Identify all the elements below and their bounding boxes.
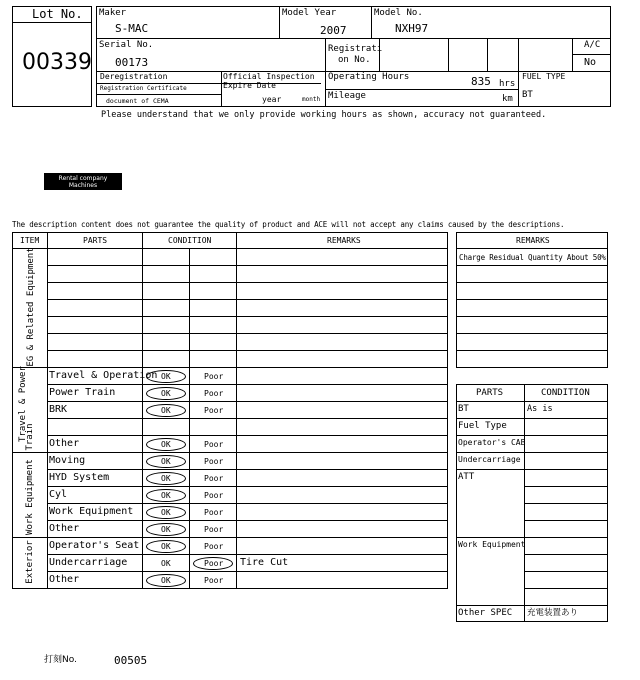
operating-hours-value: 835	[471, 75, 491, 88]
condition-poor: Poor	[204, 559, 224, 568]
parts-row-name: Operator's CAB	[458, 438, 526, 447]
section-eg: EG & Related Equipment	[26, 247, 36, 367]
maker-value: S-MAC	[115, 22, 149, 35]
parts-row-name: ATT	[458, 472, 475, 482]
fuel-type-value: BT	[522, 90, 533, 100]
condition-circle	[146, 540, 186, 553]
parts-header: PARTS	[476, 388, 504, 398]
maker-label: Maker	[99, 8, 127, 18]
condition-circle	[146, 438, 186, 451]
stamp-number: 00505	[114, 654, 148, 667]
condition-poor: Poor	[204, 508, 224, 517]
col-header-parts: PARTS	[83, 236, 108, 245]
col-header-item: ITEM	[20, 236, 40, 245]
serial-no-label: Serial No.	[99, 40, 154, 50]
parts-row-name: Work Equipment	[458, 540, 526, 549]
parts-row-name: Undercarriage	[458, 455, 521, 464]
condition-circle	[146, 404, 186, 417]
main-table	[12, 232, 448, 589]
model-no-value: NXH97	[395, 22, 429, 35]
condition-circle	[146, 472, 186, 485]
description-disclaimer: The description content does not guarantee the quality of product and ACE will not accept any claims caused by the descriptions.	[12, 220, 565, 229]
rental-badge-line-1: Rental company	[58, 175, 108, 182]
col-header-remarks: REMARKS	[327, 236, 361, 245]
condition-poor: Poor	[204, 457, 224, 466]
part-name: Other	[49, 523, 80, 534]
condition-ok: OK	[161, 576, 171, 585]
inspection-label-1: Official Inspection	[223, 72, 315, 81]
condition-ok: OK	[161, 542, 171, 551]
rental-company-badge	[44, 173, 122, 190]
registration-label-1: Registrati	[328, 44, 383, 54]
condition-ok: OK	[161, 440, 171, 449]
part-name: Travel & Operation	[49, 370, 158, 381]
parts-row-name: Fuel Type	[458, 421, 507, 431]
part-name: Moving	[49, 455, 86, 466]
parts-row-condition: As is	[527, 404, 553, 414]
deregistration-label: Deregistration	[100, 72, 168, 81]
condition-ok: OK	[161, 389, 171, 398]
condition-poor: Poor	[204, 491, 224, 500]
model-no-label: Model No.	[374, 8, 423, 18]
part-name: BRK	[49, 404, 68, 415]
condition-poor: Poor	[204, 542, 224, 551]
section-work: Work Equipment	[25, 459, 35, 535]
condition-poor: Poor	[204, 440, 224, 449]
part-name: Operator's Seat	[49, 540, 140, 551]
remarks-box-header: REMARKS	[516, 236, 550, 245]
km-unit: km	[502, 94, 513, 104]
parts-row-name: Other SPEC	[458, 608, 513, 618]
year-label: year	[262, 95, 282, 104]
section-travel-2: Train	[25, 423, 35, 451]
condition-poor: Poor	[204, 389, 224, 398]
condition-circle	[146, 370, 186, 383]
condition-poor: Poor	[204, 576, 224, 585]
serial-no-value: 00173	[115, 56, 149, 69]
remarks-box-line-1: Charge Residual Quantity About 50%	[459, 253, 606, 262]
condition-poor: Poor	[204, 372, 224, 381]
condition-poor: Poor	[204, 474, 224, 483]
hours-disclaimer: Please understand that we only provide working hours as shown, accuracy not guaranteed.	[101, 110, 547, 120]
condition-circle	[193, 557, 233, 570]
ac-label: A/C	[584, 40, 601, 50]
condition-ok: OK	[161, 457, 171, 466]
condition-circle	[146, 506, 186, 519]
parts-row-condition: 充電装置あり	[527, 608, 579, 618]
part-name: HYD System	[49, 472, 110, 483]
condition-circle	[146, 455, 186, 468]
month-label: month	[302, 96, 321, 103]
condition-ok: OK	[161, 508, 171, 517]
condition-poor: Poor	[204, 406, 224, 415]
condition-circle	[146, 523, 186, 536]
ac-value: No	[584, 57, 597, 68]
section-exterior: Exterior	[25, 540, 35, 584]
rental-badge-line-2: Machines	[68, 182, 98, 189]
stamp-label: 打刻No.	[44, 655, 77, 665]
condition-circle	[146, 387, 186, 400]
condition-ok: OK	[161, 372, 171, 381]
col-header-condition: CONDITION	[168, 236, 212, 245]
condition-ok: OK	[161, 559, 171, 568]
condition-poor: Poor	[204, 525, 224, 534]
fuel-type-label: FUEL TYPE	[522, 72, 566, 81]
mileage-label: Mileage	[328, 91, 366, 101]
condition-ok: OK	[161, 525, 171, 534]
section-travel-1: Travel & Power	[18, 366, 28, 442]
part-name: Other	[49, 574, 80, 585]
registration-label-2: on No.	[338, 55, 371, 65]
document-cema-label: document of CEMA	[106, 97, 169, 105]
lot-no-label: Lot No.	[32, 7, 83, 21]
condition-circle	[146, 574, 186, 587]
condition-ok: OK	[161, 491, 171, 500]
part-name: Undercarriage	[49, 557, 128, 568]
lot-no-value: 00339	[22, 50, 92, 75]
condition-header: CONDITION	[541, 388, 590, 398]
condition-ok: OK	[161, 406, 171, 415]
registration-certificate-label: Registration Certificate	[100, 85, 187, 92]
part-name: Other	[49, 438, 80, 449]
parts-row-name: BT	[458, 404, 469, 414]
inspection-label-2: Expire Date	[223, 81, 276, 90]
condition-circle	[146, 489, 186, 502]
model-year-label: Model Year	[282, 8, 337, 18]
part-name: Power Train	[49, 387, 116, 398]
model-year-value: 2007	[320, 24, 347, 37]
part-name: Work Equipment	[49, 506, 134, 517]
hrs-unit: hrs	[499, 79, 516, 89]
part-name: Cyl	[49, 489, 68, 500]
condition-ok: OK	[161, 474, 171, 483]
operating-hours-label: Operating Hours	[328, 72, 410, 82]
remark-text: Tire Cut	[240, 557, 289, 568]
